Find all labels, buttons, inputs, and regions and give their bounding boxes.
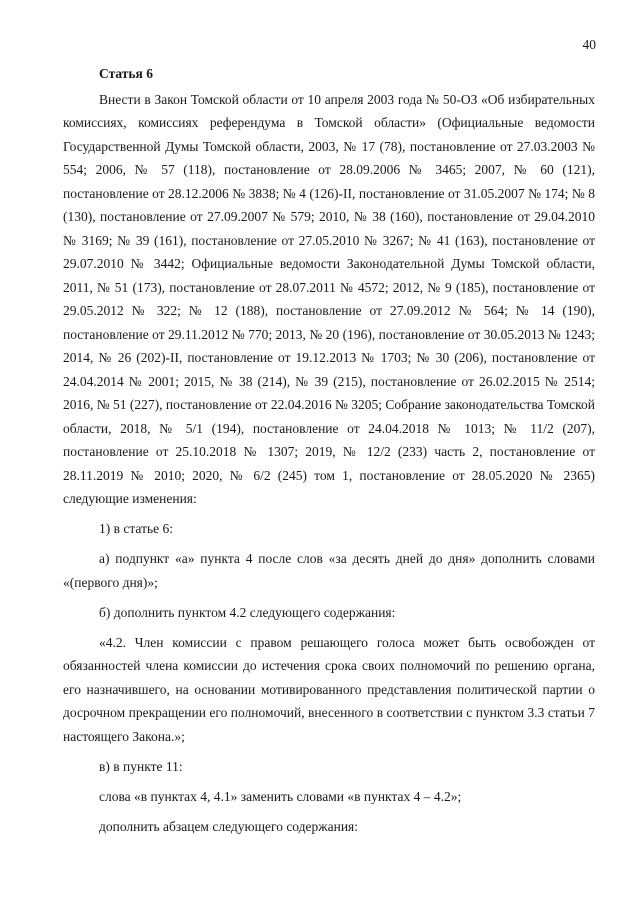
paragraph-add-clause: дополнить абзацем следующего содержания: (99, 818, 359, 834)
paragraph-subitem-a: а) подпункт «а» пункта 4 после слов «за десять дней до дня» дополнить словами «(первого дня)»; (63, 551, 595, 590)
paragraph-amendment-intro: Внести в Закон Томской области от 10 апреля 2003 года № 50-ОЗ «Об избирательных комиссиях, комиссиях референдума в Томской области» (Официальные ведомости Государственной Думы Томской области, 2003, № 17 (78), постановление от 27.03.2003 № 554; 2006, № 57 (118), постановление от 28.09.2006 № 3465; 2007, № 60 (121), постановление от 28.12.2006 № 3838; № 4 (126)-II, постановление от 31.05.2007 № 174; № 8 (130), постановление от 27.09.2007 № 579; 2010, № 38 (160), постановление от 29.04.2010 № 3169; № 39 (161), постановление от 27.05.2010 № 3267; № 41 (163), постановление от 29.07.2010 № 3442; Официальные ведомости Законодательной Думы Томской области, 2011, № 51 (173), постановление от 28.07.2011 № 4572; 2012, № 9 (185), постановление от 29.05.2012 № 322; № 12 (188), постановление от 27.09.2012 № 564; № 14 (190), постановление от 29.11.2012 № 770; 2013, № 20 (196), постановление от 30.05.2013 № 1243; 2014, № 26 (202)-II, постановление от 19.12.2013 № 1703; № 30 (206), постановление от 24.04.2014 № 2001; 2015, № 38 (214), № 39 (215), постановление от 26.02.2015 № 2514; 2016, № 51 (227), постановление от 22.04.2016 № 3205; Собрание законодательства Томской области, 2018, № 5/1 (194), постановление от 24.04.2018 № 1013; № 11/2 (207), постановление от 25.10.2018 № 1307; 2019, № 12/2 (233) часть 2, постановление от 28.11.2019 № 2010; 2020, № 6/2 (245) том 1, постановление от 28.05.2020 № 2365) следующие изменения: (63, 91, 595, 506)
article-heading: Статья 6 (99, 66, 153, 81)
paragraph-replace-words: слова «в пунктах 4, 4.1» заменить словами «в пунктах 4 – 4.2»; (99, 788, 462, 804)
paragraph-item-1: 1) в статье 6: (99, 521, 173, 536)
paragraph-clause-4-2: «4.2. Член комиссии с правом решающего голоса может быть освобожден от обязанностей члена комиссии до истечения срока своих полномочий по решению органа, его назначившего, на основании мотивированного представления политической партии о досрочном прекращении его полномочий, внесенного в соответствии с пунктом 3.3 статьи 7 настоящего Закона.»; (63, 634, 595, 744)
paragraph-subitem-v: в) в пункте 11: (99, 758, 183, 774)
page-number: 40 (582, 37, 596, 52)
document-body (63, 62, 595, 838)
paragraph-subitem-b: б) дополнить пунктом 4.2 следующего содержания: (99, 604, 396, 620)
